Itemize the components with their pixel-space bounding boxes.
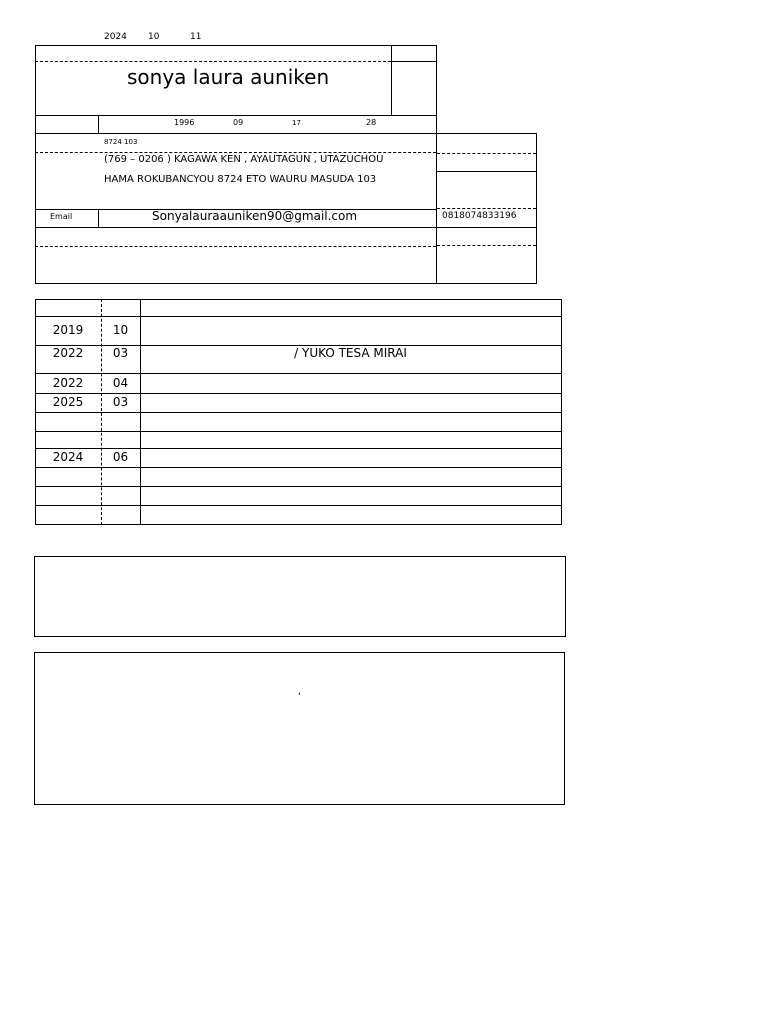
address-furigana-value: 8724 103 (104, 138, 138, 146)
history-month: 03 (112, 346, 129, 360)
address-line2: HAMA ROKUBANCYOU 8724 ETO WAURU MASUDA 103 (104, 174, 377, 185)
motivation-box (34, 556, 566, 637)
phone-number: 0818074833196 (442, 211, 517, 221)
history-year: 2022 (52, 376, 84, 390)
full-name: sonya laura auniken (127, 65, 330, 89)
email-label: Email (50, 212, 73, 221)
wishes-box (34, 652, 565, 805)
license-month: 06 (112, 450, 129, 464)
birth-month: 09 (233, 118, 244, 127)
email-value: Sonyalauraauniken90@gmail.com (152, 209, 358, 223)
history-year: 2025 (52, 395, 84, 409)
history-year: 2022 (52, 346, 84, 360)
birth-year: 1996 (174, 118, 195, 127)
address-line1: (769 – 0206 ) KAGAWA KEN , AYAUTAGUN , UTAZUCHOU (104, 154, 384, 165)
date-day: 11 (190, 32, 202, 42)
history-month: 03 (112, 395, 129, 409)
birth-day: 17 (292, 119, 301, 127)
history-month: 04 (112, 376, 129, 390)
age-value: 28 (366, 118, 377, 127)
wishes-body: , (297, 686, 302, 697)
license-year: 2024 (52, 450, 84, 464)
date-month: 10 (148, 32, 160, 42)
history-year: 2019 (52, 323, 84, 337)
date-year: 2024 (104, 32, 127, 42)
history-month: 10 (112, 323, 129, 337)
history-content: / YUKO TESA MIRAI (294, 346, 407, 360)
